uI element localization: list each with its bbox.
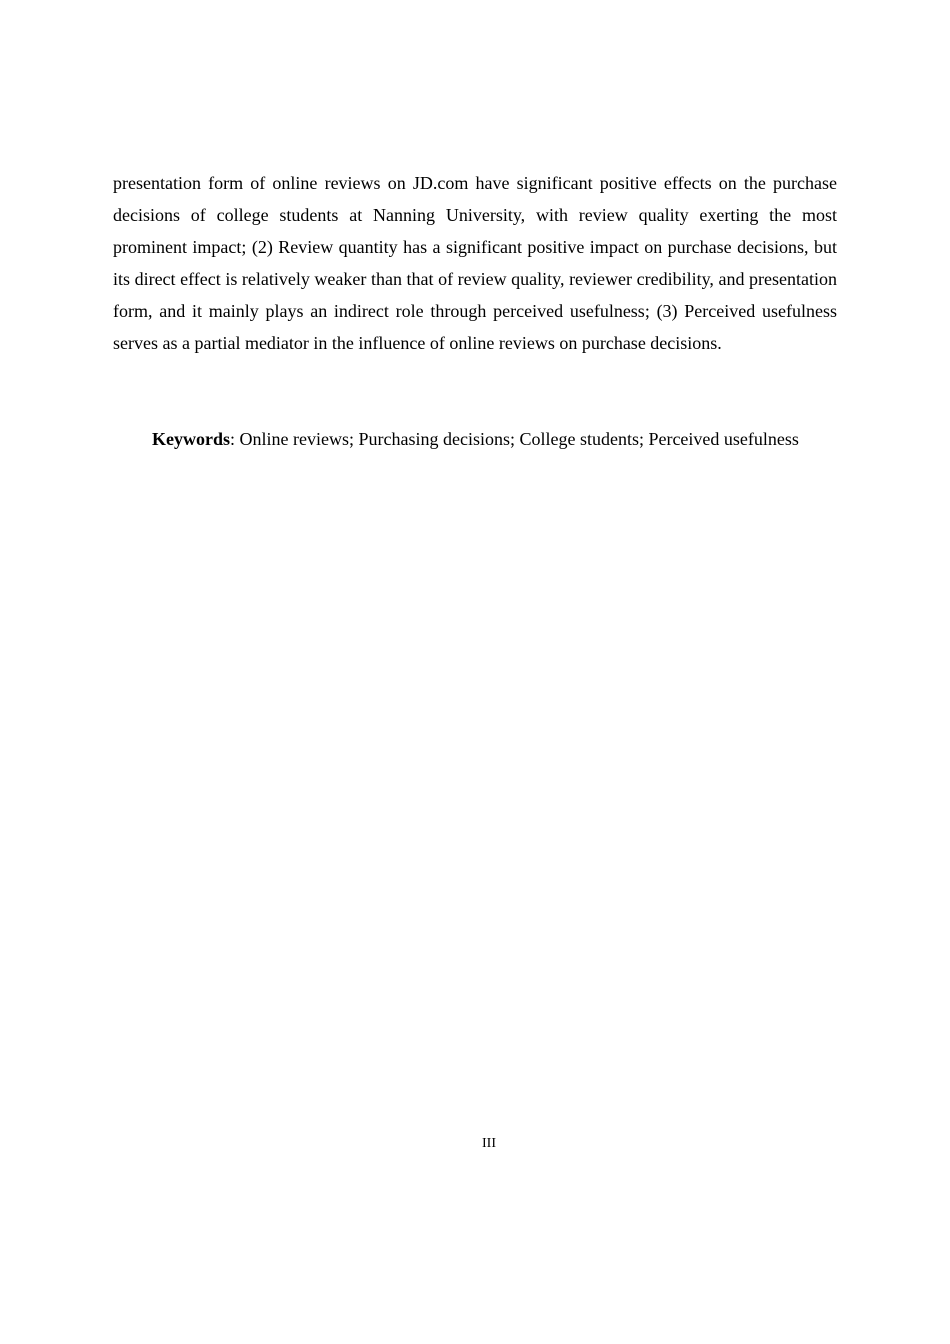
keywords-label: Keywords [152, 429, 230, 449]
keywords-line [113, 423, 837, 455]
abstract-paragraph: presentation form of online reviews on JD.com have significant positive effects on the purchase decisions of college students at Nanning University, with review quality exerting the most prominent impact; (2) Review quantity has a significant positive impact on purchase decisions, but its direct effect is relatively weaker than that of review quality, reviewer credibility, and presentation form, and it mainly plays an indirect role through perceived usefulness; (3) Perceived usefulness serves as a partial mediator in the influence of online reviews on purchase decisions. [113, 173, 837, 353]
keywords-text: Online reviews; Purchasing decisions; College students; Perceived usefulness [239, 429, 799, 449]
keywords-separator: : [230, 429, 240, 449]
page-number: III [482, 1136, 496, 1151]
